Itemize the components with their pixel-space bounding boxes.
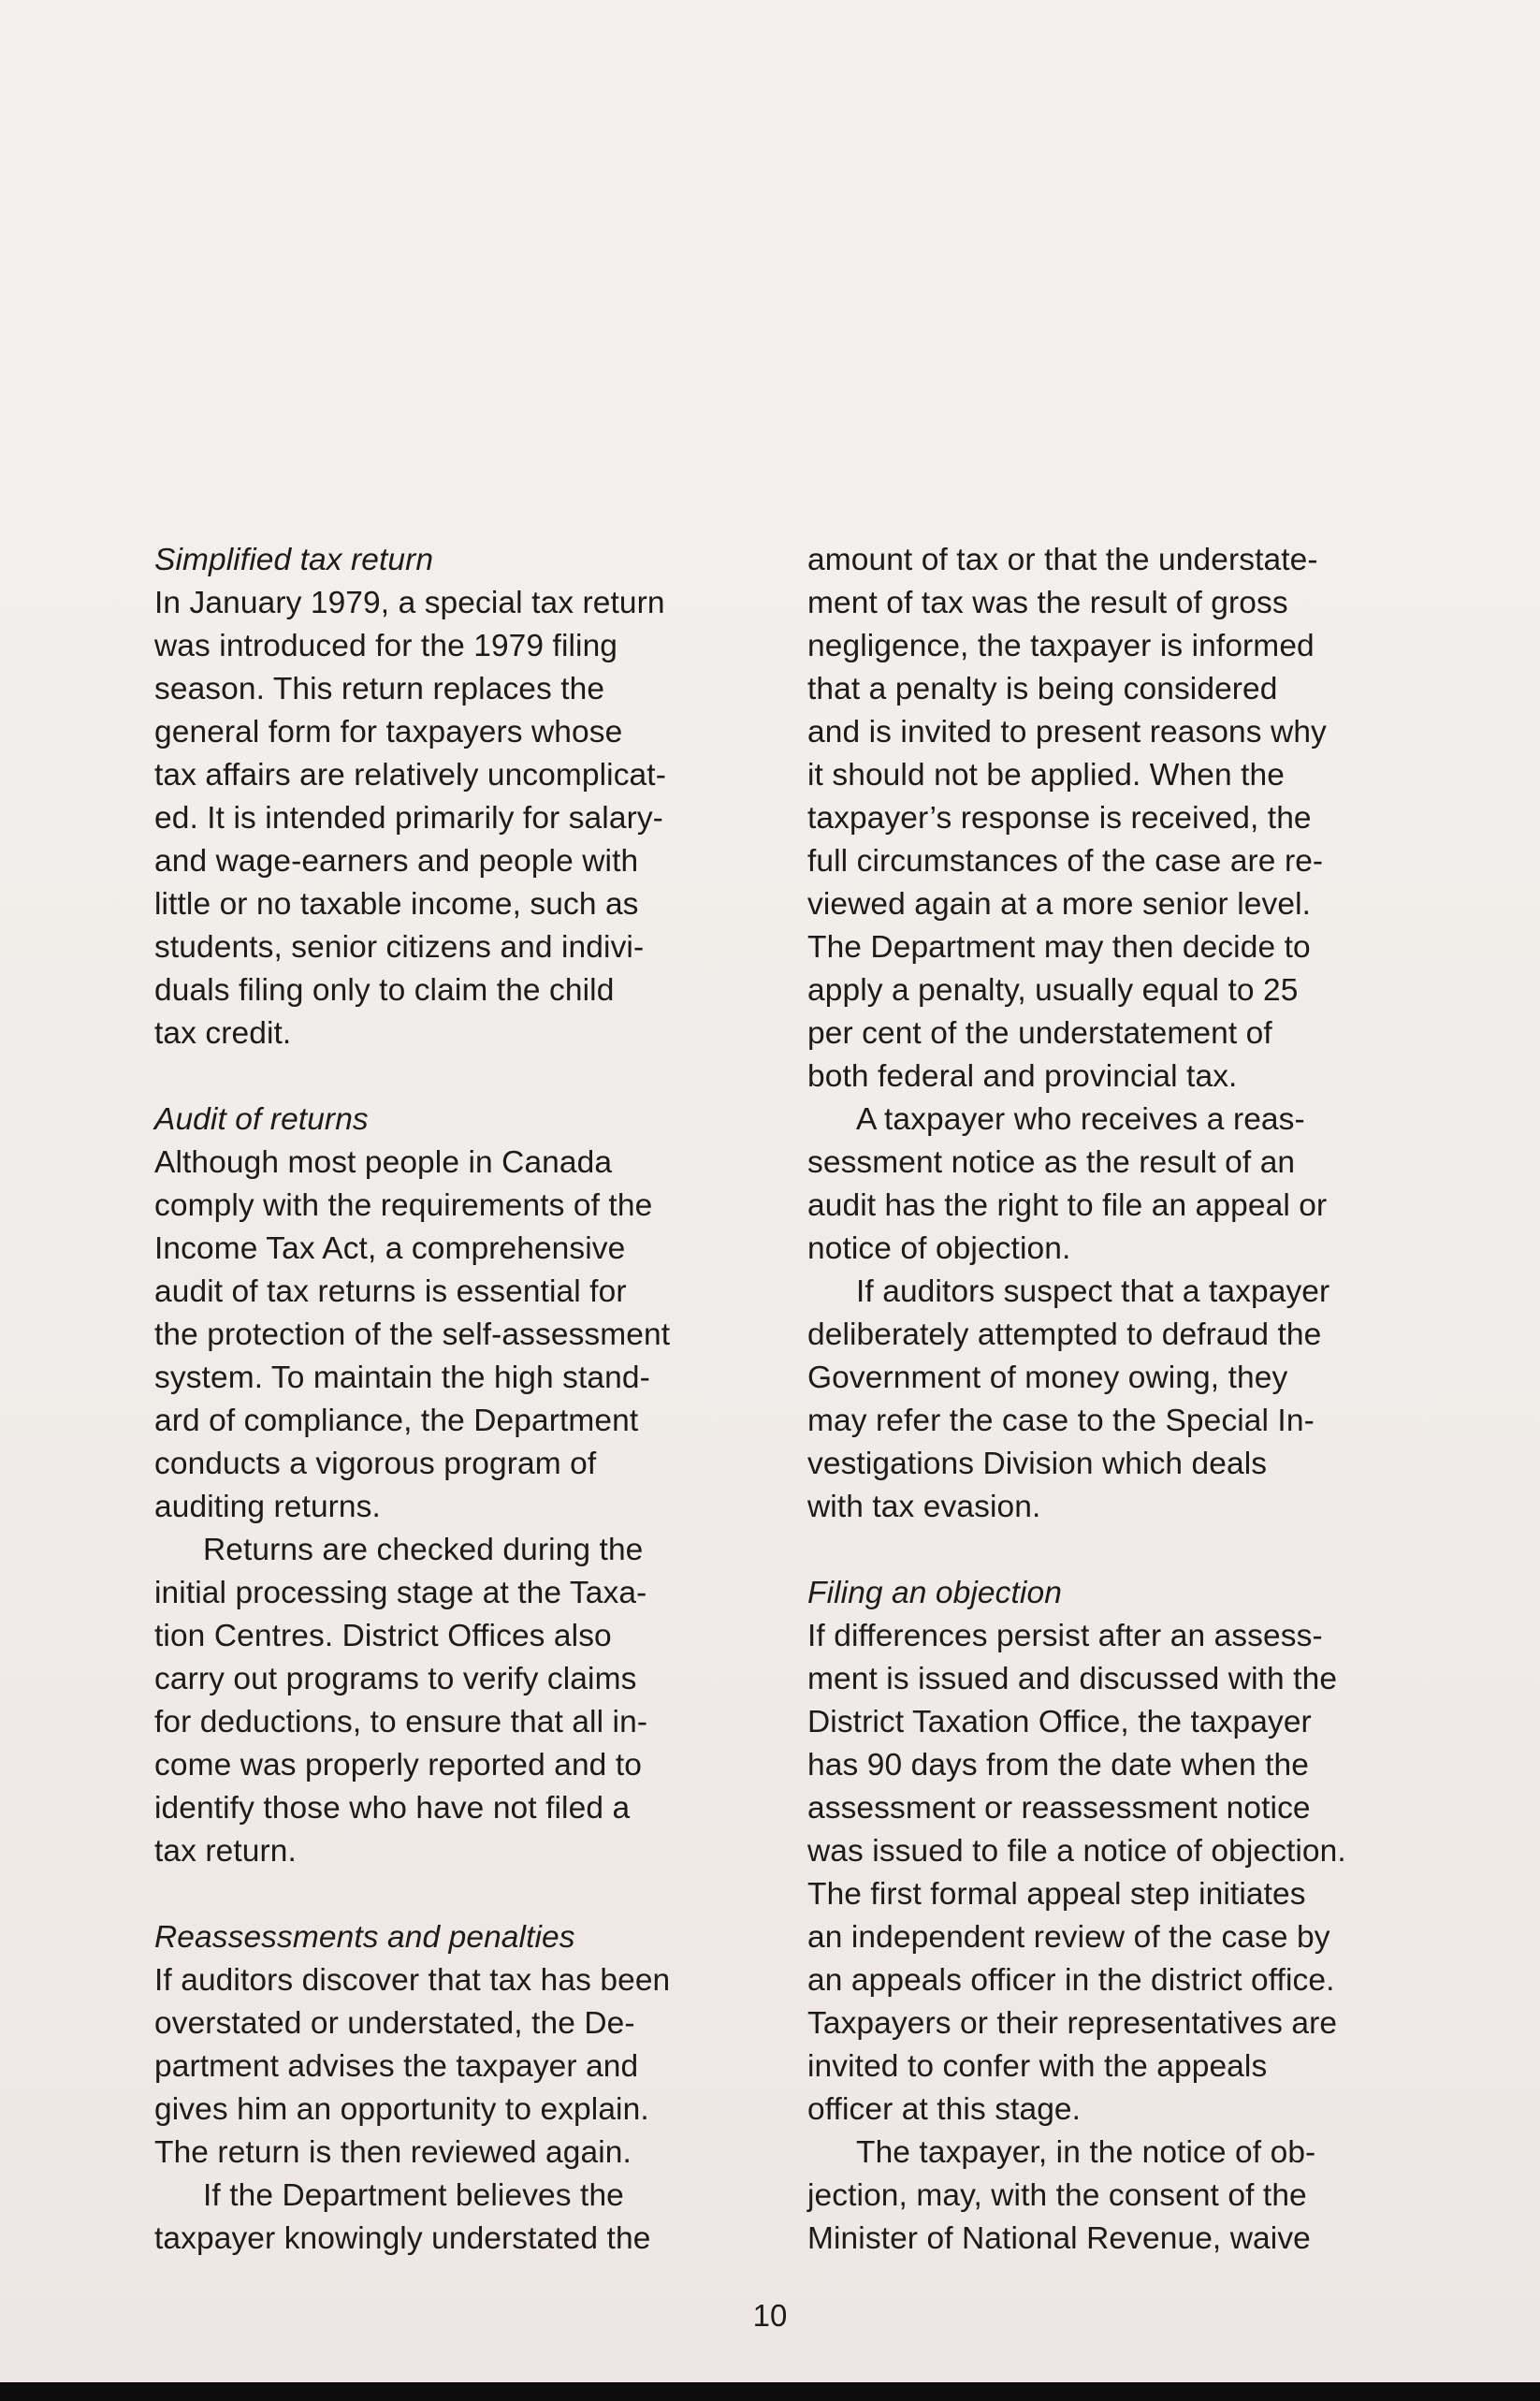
text-line: Returns are checked during the [203, 1533, 644, 1567]
scan-bottom-edge [0, 2382, 1540, 2401]
text-line: duals filing only to claim the child [154, 973, 615, 1008]
right-text-column [807, 539, 1430, 2261]
text-line: overstated or understated, the De- [154, 2006, 635, 2041]
text-line: the protection of the self-assessment [154, 1317, 671, 1352]
section-heading-simplified-tax-return: Simplified tax return [154, 543, 434, 577]
text-line: Taxpayers or their representatives are [807, 2006, 1338, 2041]
text-line: full circumstances of the case are re- [807, 844, 1324, 879]
text-line: that a penalty is being considered [807, 672, 1278, 706]
text-line: tion Centres. District Offices also [154, 1619, 612, 1653]
text-line: apply a penalty, usually equal to 25 [807, 973, 1299, 1008]
left-text-column [154, 539, 777, 2261]
section-heading-reassessments-and-penalties: Reassessments and penalties [154, 1920, 575, 1955]
text-line: A taxpayer who receives a reas- [856, 1102, 1305, 1137]
right-paragraph [807, 1099, 1430, 1271]
text-line: students, senior citizens and indivi- [154, 930, 645, 965]
text-line: and is invited to present reasons why [807, 715, 1327, 749]
right-paragraph [807, 1615, 1430, 2132]
text-line: vestigations Division which deals [807, 1447, 1268, 1481]
text-line: audit of tax returns is essential for [154, 1274, 627, 1309]
text-line: partment advises the taxpayer and [154, 2049, 639, 2084]
text-line: ment of tax was the result of gross [807, 586, 1288, 620]
text-line: viewed again at a more senior level. [807, 887, 1312, 922]
text-line: assessment or reassessment notice [807, 1791, 1311, 1826]
text-line: If the Department believes the [203, 2178, 624, 2213]
text-line: for deductions, to ensure that all in- [154, 1705, 648, 1739]
text-line: may refer the case to the Special In- [807, 1404, 1315, 1438]
text-line: Government of money owing, they [807, 1361, 1288, 1395]
text-line: initial processing stage at the Taxa- [154, 1576, 647, 1610]
text-line: deliberately attempted to defraud the [807, 1317, 1322, 1352]
text-line: If auditors suspect that a taxpayer [856, 1274, 1330, 1309]
left-paragraph [154, 1959, 777, 2175]
text-line: identify those who have not filed a [154, 1791, 631, 1826]
text-line: both federal and provincial tax. [807, 1059, 1238, 1094]
text-line: The first formal appeal step initiates [807, 1877, 1306, 1912]
text-line: taxpayer’s response is received, the [807, 801, 1312, 836]
text-line: an independent review of the case by [807, 1920, 1330, 1955]
text-line: amount of tax or that the understate- [807, 543, 1318, 577]
text-line: conducts a vigorous program of [154, 1447, 597, 1481]
text-line: comply with the requirements of the [154, 1188, 653, 1223]
text-line: has 90 days from the date when the [807, 1748, 1310, 1783]
section-gap [154, 1055, 777, 1099]
text-line: gives him an opportunity to explain. [154, 2092, 649, 2127]
text-line: District Taxation Office, the taxpayer [807, 1705, 1312, 1739]
text-line: audit has the right to file an appeal or [807, 1188, 1328, 1223]
text-line: general form for taxpayers whose [154, 715, 623, 749]
text-line: it should not be applied. When the [807, 758, 1285, 793]
text-line: tax credit. [154, 1016, 292, 1051]
text-line: an appeals officer in the district office. [807, 1963, 1335, 1998]
text-line: sessment notice as the result of an [807, 1145, 1296, 1180]
right-paragraph [807, 2132, 1430, 2261]
text-line: The return is then reviewed again. [154, 2135, 632, 2170]
text-line: carry out programs to verify claims [154, 1662, 637, 1696]
text-line: come was properly reported and to [154, 1748, 642, 1783]
text-line: Although most people in Canada [154, 1145, 613, 1180]
section-gap [154, 1873, 777, 1916]
section-gap [807, 1529, 1430, 1572]
text-line: ard of compliance, the Department [154, 1404, 639, 1438]
text-line: with tax evasion. [807, 1490, 1041, 1524]
right-paragraph [807, 539, 1430, 1099]
text-line: ed. It is intended primarily for salary- [154, 801, 663, 836]
left-paragraph [154, 1529, 777, 1873]
text-line: ment is issued and discussed with the [807, 1662, 1338, 1696]
text-line: season. This return replaces the [154, 672, 605, 706]
section-heading-audit-of-returns: Audit of returns [154, 1102, 369, 1137]
text-line: If differences persist after an assess- [807, 1619, 1323, 1653]
text-line: The Department may then decide to [807, 930, 1311, 965]
text-line: and wage-earners and people with [154, 844, 639, 879]
text-line: tax affairs are relatively uncomplicat- [154, 758, 666, 793]
text-line: per cent of the understatement of [807, 1016, 1272, 1051]
text-line: was issued to file a notice of objection. [807, 1834, 1346, 1869]
text-line: If auditors discover that tax has been [154, 1963, 671, 1998]
text-line: officer at this stage. [807, 2092, 1082, 2127]
text-line: was introduced for the 1979 filing [154, 629, 618, 663]
text-line: Income Tax Act, a comprehensive [154, 1231, 626, 1266]
page-number: 10 [752, 2298, 788, 2333]
section-heading-filing-an-objection: Filing an objection [807, 1576, 1062, 1610]
text-line: negligence, the taxpayer is informed [807, 629, 1315, 663]
text-line: In January 1979, a special tax return [154, 586, 665, 620]
right-paragraph [807, 1271, 1430, 1529]
text-line: notice of objection. [807, 1231, 1071, 1266]
text-line: auditing returns. [154, 1490, 381, 1524]
text-line: The taxpayer, in the notice of ob- [856, 2135, 1316, 2170]
text-line: little or no taxable income, such as [154, 887, 639, 922]
text-line: tax return. [154, 1834, 297, 1869]
text-line: invited to confer with the appeals [807, 2049, 1268, 2084]
text-line: jection, may, with the consent of the [807, 2178, 1307, 2213]
text-line: taxpayer knowingly understated the [154, 2221, 651, 2256]
text-line: system. To maintain the high stand- [154, 1361, 650, 1395]
text-line: Minister of National Revenue, waive [807, 2221, 1311, 2256]
left-paragraph [154, 2175, 777, 2261]
left-paragraph [154, 1142, 777, 1529]
left-paragraph [154, 582, 777, 1055]
